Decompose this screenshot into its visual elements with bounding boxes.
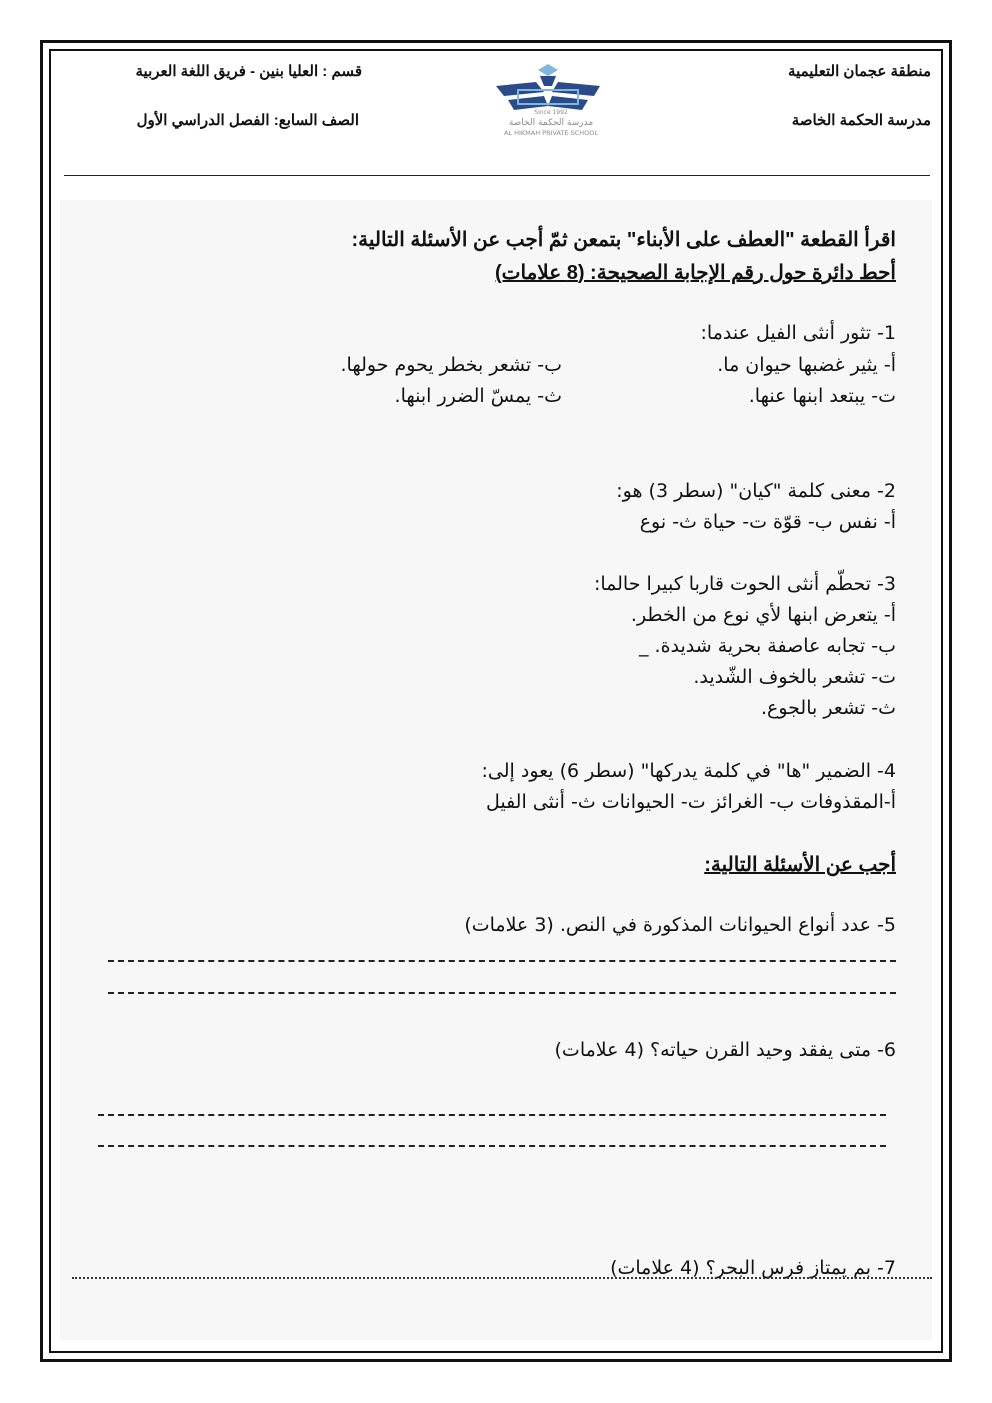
- question-4-options: أ-المقذوفات ب- الغرائز ت- الحيوانات ث- أنثى الفيل: [485, 791, 896, 813]
- question-1-option-d: ث- يمسّ الضرر ابنها.: [394, 385, 562, 407]
- section-2-title: أجب عن الأسئلة التالية:: [704, 854, 896, 876]
- school-logo: [448, 62, 654, 140]
- question-6-text: 6- متى يفقد وحيد القرن حياته؟ (4 علامات): [554, 1039, 896, 1061]
- question-3-stem: 3- تحطّم أنثى الحوت قاربا كبيرا حالما:: [593, 573, 896, 595]
- header-zone-name: منطقة عجمان التعليمية: [788, 63, 931, 80]
- question-3-option-a: أ- يتعرض ابنها لأي نوع من الخطر.: [630, 604, 896, 626]
- question-2-options: أ- نفس ب- قوّة ت- حياة ث- نوع: [639, 511, 896, 533]
- question-1-option-a: أ- يثير غضبها حيوان ما.: [717, 354, 896, 376]
- instruction-line1: اقرأ القطعة "العطف على الأبناء" بتمعن ثمّ أجب عن الأسئلة التالية:: [351, 229, 896, 251]
- header-grade-term: الصف السابع: الفصل الدراسي الأول: [136, 112, 359, 129]
- question-1-option-b: ب- تشعر بخطر يحوم حولها.: [340, 354, 562, 376]
- question-2-stem: 2- معنى كلمة "كيان" (سطر 3) هو:: [616, 480, 896, 502]
- answer-line-7[interactable]: [72, 1277, 932, 1279]
- question-5-text: 5- عدد أنواع الحيوانات المذكورة في النص. (3 علامات): [464, 914, 896, 936]
- header-school-name: مدرسة الحكمة الخاصة: [791, 112, 931, 129]
- question-3-option-c: ت- تشعر بالخوف الشّديد.: [693, 666, 896, 688]
- answer-line-6a[interactable]: [98, 1114, 886, 1116]
- instruction-line2: أحط دائرة حول رقم الإجابة الصحيحة: (8 علامات): [495, 262, 896, 284]
- logo-arabic-name: مدرسة الحكمة الخاصة: [508, 118, 594, 128]
- logo-since-text: Since 1992: [534, 109, 568, 116]
- answer-line-5a[interactable]: [108, 960, 896, 962]
- logo-emblem: [496, 64, 600, 110]
- question-4-stem: 4- الضمير "ها" في كلمة يدركها" (سطر 6) يعود إلى:: [481, 760, 896, 782]
- question-1-stem: 1- تثور أنثى الفيل عندما:: [700, 322, 896, 344]
- question-7-text: 7- بم يمتاز فرس البحر؟ (4 علامات): [610, 1257, 896, 1279]
- answer-line-5b[interactable]: [108, 992, 896, 994]
- header-department: قسم : العليا بنين - فريق اللغة العربية: [135, 63, 362, 80]
- question-3-option-d: ث- تشعر بالجوع.: [760, 697, 896, 719]
- answer-line-6b[interactable]: [98, 1145, 886, 1147]
- header-divider: [64, 175, 930, 176]
- question-1-option-c: ت- يبتعد ابنها عنها.: [748, 385, 896, 407]
- logo-english-name: AL HIKMAH PRIVATE SCHOOL: [503, 129, 599, 137]
- question-3-option-b: ب- تجابه عاصفة بحرية شديدة. _: [639, 635, 896, 657]
